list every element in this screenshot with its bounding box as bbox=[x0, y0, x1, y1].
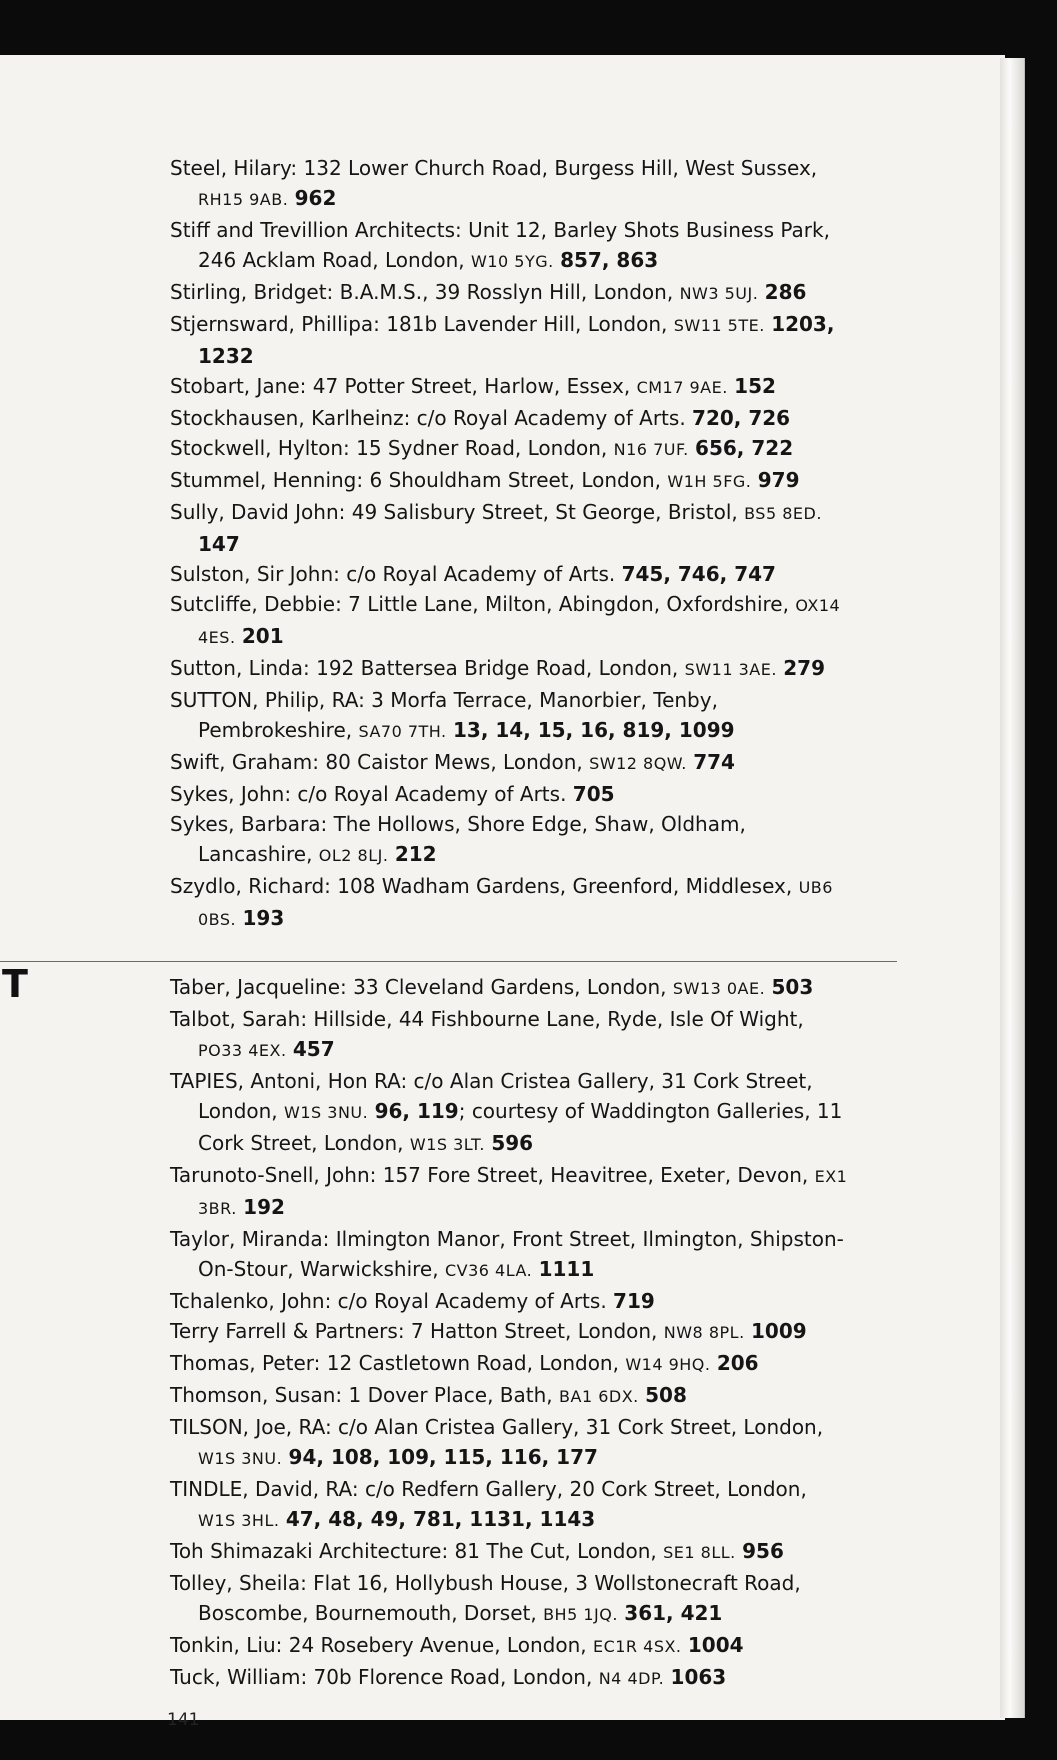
entry-address: Unit 12, Barley Shots Business Park, 246 Acklam Road, London, bbox=[198, 218, 830, 272]
entry-pages: 13, 14, 15, 16, 819, 1099 bbox=[452, 718, 735, 742]
index-entry bbox=[170, 972, 850, 1004]
entry-postcode: N4 4DP. bbox=[598, 1669, 665, 1688]
entry-pages: 508 bbox=[645, 1383, 687, 1407]
entry-postcode: W1S 3NU. bbox=[198, 1449, 283, 1468]
entry-pages: 503 bbox=[771, 975, 814, 999]
entry-postcode: SW13 0AE. bbox=[672, 979, 766, 998]
index-entry bbox=[170, 1286, 850, 1316]
index-entry bbox=[170, 747, 850, 779]
entry-address: 1 Dover Place, Bath, bbox=[342, 1383, 560, 1407]
entry-name: Swift, Graham: bbox=[170, 750, 319, 774]
entry-name: Tarunoto-Snell, John: bbox=[170, 1163, 377, 1187]
entry-address: Hillside, 44 Fishbourne Lane, Ryde, Isle Of Wight, bbox=[307, 1007, 804, 1031]
entry-pages: 96, 119 bbox=[374, 1099, 459, 1123]
entry-pages: 656, 722 bbox=[695, 436, 794, 460]
entry-address: 12 Castletown Road, London, bbox=[320, 1351, 626, 1375]
entry-name: Stjernsward, Phillipa: bbox=[170, 312, 380, 336]
entry-address: 3 Morfa Terrace, Manorbier, Tenby, Pembrokeshire, bbox=[198, 688, 718, 742]
entry-pages: 962 bbox=[294, 186, 337, 210]
entry-address: 6 Shouldham Street, London, bbox=[363, 468, 668, 492]
entry-postcode: NW3 5UJ. bbox=[679, 284, 759, 303]
entry-pages: 745, 746, 747 bbox=[621, 562, 776, 586]
index-entry bbox=[170, 1160, 850, 1224]
entry-pages: 956 bbox=[742, 1539, 784, 1563]
entry-name: Tuck, William: bbox=[170, 1665, 308, 1689]
entry-postcode: SE1 8LL. bbox=[663, 1543, 736, 1562]
entry-name: Szydlo, Richard: bbox=[170, 874, 331, 898]
entry-address: 7 Hatton Street, London, bbox=[404, 1319, 664, 1343]
entry-name: Terry Farrell & Partners: bbox=[170, 1319, 405, 1343]
entry-extra-postcode: W1S 3LT. bbox=[409, 1135, 485, 1154]
entry-postcode: SW11 3AE. bbox=[684, 660, 777, 679]
entry-address: The Hollows, Shore Edge, Shaw, Oldham, Lancashire, bbox=[198, 812, 746, 866]
entry-pages: 212 bbox=[394, 842, 437, 866]
entry-pages: 774 bbox=[693, 750, 735, 774]
entry-postcode: UB6 0BS. bbox=[198, 878, 833, 929]
entry-postcode: BA1 6DX. bbox=[559, 1387, 639, 1406]
index-entry bbox=[170, 1224, 850, 1286]
index-section-t bbox=[170, 972, 850, 1694]
index-entry bbox=[170, 871, 850, 935]
index-entry bbox=[170, 1380, 850, 1412]
entry-address: c/o Royal Academy of Arts. bbox=[339, 562, 616, 586]
index-entry bbox=[170, 779, 850, 809]
entry-name: Stiff and Trevillion Architects: bbox=[170, 218, 462, 242]
entry-name: Stirling, Bridget: bbox=[170, 280, 334, 304]
entry-pages: 361, 421 bbox=[624, 1601, 723, 1625]
entry-postcode: SW11 5TE. bbox=[673, 316, 765, 335]
entry-postcode: SW12 8QW. bbox=[589, 754, 687, 773]
entry-address: 47 Potter Street, Harlow, Essex, bbox=[306, 374, 637, 398]
index-entry bbox=[170, 1066, 850, 1160]
entry-name: TINDLE, David, RA: bbox=[170, 1477, 359, 1501]
entry-postcode: W10 5YG. bbox=[471, 252, 554, 271]
entry-pages: 1111 bbox=[538, 1257, 595, 1281]
entry-postcode: W1S 3NU. bbox=[284, 1103, 369, 1122]
entry-extra-address: ; courtesy of Waddington Galleries, 11 Cork Street, London, bbox=[198, 1099, 843, 1155]
entry-name: Tolley, Sheila: bbox=[170, 1571, 307, 1595]
entry-address: c/o Royal Academy of Arts. bbox=[331, 1289, 607, 1313]
entry-postcode: BH5 1JQ. bbox=[543, 1605, 618, 1624]
index-entry bbox=[170, 465, 850, 497]
entry-name: Taylor, Miranda: bbox=[170, 1227, 330, 1251]
entry-address: 192 Battersea Bridge Road, London, bbox=[309, 656, 685, 680]
page-number: 141 bbox=[167, 1710, 200, 1730]
entry-postcode: W1S 3HL. bbox=[198, 1511, 280, 1530]
entry-postcode: CV36 4LA. bbox=[444, 1261, 533, 1280]
index-entry bbox=[170, 371, 850, 403]
index-entry bbox=[170, 1316, 850, 1348]
entry-extra-pages: 596 bbox=[491, 1131, 534, 1155]
entry-address: c/o Redfern Gallery, 20 Cork Street, London, bbox=[358, 1477, 807, 1501]
entry-postcode: SA70 7TH. bbox=[358, 722, 447, 741]
index-entry bbox=[170, 215, 850, 277]
entry-address: B.A.M.S., 39 Rosslyn Hill, London, bbox=[333, 280, 680, 304]
entry-pages: 457 bbox=[292, 1037, 335, 1061]
entry-name: Stockhausen, Karlheinz: bbox=[170, 406, 411, 430]
entry-name: Sully, David John: bbox=[170, 500, 346, 524]
entry-name: Talbot, Sarah: bbox=[170, 1007, 308, 1031]
entry-address: 49 Salisbury Street, St George, Bristol, bbox=[345, 500, 745, 524]
entry-address: 80 Caistor Mews, London, bbox=[318, 750, 590, 774]
entry-pages: 152 bbox=[734, 374, 776, 398]
entry-pages: 279 bbox=[783, 656, 826, 680]
entry-pages: 201 bbox=[241, 624, 284, 648]
entry-name: TAPIES, Antoni, Hon RA: bbox=[170, 1069, 408, 1093]
book-page bbox=[0, 55, 1005, 1730]
entry-address: 81 The Cut, London, bbox=[448, 1539, 664, 1563]
entry-pages: 1063 bbox=[670, 1665, 727, 1689]
entry-address: c/o Alan Cristea Gallery, 31 Cork Street, London, bbox=[331, 1415, 824, 1439]
index-entry bbox=[170, 559, 850, 589]
section-letter-t: T bbox=[2, 962, 28, 1006]
entry-name: Steel, Hilary: bbox=[170, 156, 298, 180]
entry-address: c/o Alan Cristea Gallery, 31 Cork Street, London, bbox=[198, 1069, 813, 1123]
entry-postcode: EC1R 4SX. bbox=[592, 1637, 682, 1656]
index-entry bbox=[170, 809, 850, 871]
index-entry bbox=[170, 1348, 850, 1380]
entry-name: Tonkin, Liu: bbox=[170, 1633, 283, 1657]
index-entry bbox=[170, 1474, 850, 1536]
entry-address: c/o Royal Academy of Arts. bbox=[291, 782, 567, 806]
entry-name: Sulston, Sir John: bbox=[170, 562, 340, 586]
index-entry bbox=[170, 403, 850, 433]
entry-postcode: PO33 4EX. bbox=[198, 1041, 287, 1060]
index-entry bbox=[170, 1412, 850, 1474]
section-divider bbox=[0, 961, 897, 962]
index-entry bbox=[170, 1568, 850, 1630]
entry-postcode: OX14 4ES. bbox=[198, 596, 841, 647]
entry-name: Thomas, Peter: bbox=[170, 1351, 321, 1375]
entry-pages: 857, 863 bbox=[560, 248, 659, 272]
index-entry bbox=[170, 153, 850, 215]
entry-name: TILSON, Joe, RA: bbox=[170, 1415, 332, 1439]
entry-postcode: OL2 8LJ. bbox=[318, 846, 389, 865]
index-entry bbox=[170, 1630, 850, 1662]
index-entry bbox=[170, 1004, 850, 1066]
entry-address: 15 Sydner Road, London, bbox=[349, 436, 614, 460]
entry-pages: 206 bbox=[716, 1351, 759, 1375]
entry-pages: 147 bbox=[198, 532, 240, 556]
index-entry bbox=[170, 1536, 850, 1568]
entry-name: Thomson, Susan: bbox=[170, 1383, 343, 1407]
entry-name: Taber, Jacqueline: bbox=[170, 975, 347, 999]
index-entry bbox=[170, 589, 850, 653]
entry-address: 108 Wadham Gardens, Greenford, Middlesex, bbox=[330, 874, 799, 898]
entry-pages: 193 bbox=[242, 906, 285, 930]
entry-pages: 47, 48, 49, 781, 1131, 1143 bbox=[285, 1507, 596, 1531]
entry-name: Sykes, Barbara: bbox=[170, 812, 328, 836]
entry-postcode: BS5 8ED. bbox=[744, 504, 822, 523]
page-edge bbox=[1000, 58, 1025, 1718]
entry-pages: 1009 bbox=[751, 1319, 807, 1343]
entry-address: Flat 16, Hollybush House, 3 Wollstonecraft Road, Boscombe, Bournemouth, Dorset, bbox=[198, 1571, 801, 1625]
entry-pages: 286 bbox=[764, 280, 807, 304]
entry-pages: 979 bbox=[757, 468, 800, 492]
entry-pages: 192 bbox=[243, 1195, 285, 1219]
entry-name: Sutton, Linda: bbox=[170, 656, 310, 680]
entry-pages: 1004 bbox=[687, 1633, 744, 1657]
index-entry bbox=[170, 497, 850, 559]
entry-pages: 719 bbox=[613, 1289, 655, 1313]
entry-name: Toh Shimazaki Architecture: bbox=[170, 1539, 449, 1563]
entry-postcode: W1H 5FG. bbox=[667, 472, 752, 491]
entry-name: Tchalenko, John: bbox=[170, 1289, 332, 1313]
index-entry bbox=[170, 1662, 850, 1694]
entry-address: 7 Little Lane, Milton, Abingdon, Oxfordshire, bbox=[341, 592, 796, 616]
entry-pages: 720, 726 bbox=[692, 406, 791, 430]
index-entry bbox=[170, 433, 850, 465]
entry-pages: 1203, 1232 bbox=[198, 312, 835, 368]
entry-name: Stockwell, Hylton: bbox=[170, 436, 350, 460]
entry-address: 132 Lower Church Road, Burgess Hill, West Sussex, bbox=[297, 156, 818, 180]
entry-name: Stummel, Henning: bbox=[170, 468, 364, 492]
entry-address: 24 Rosebery Avenue, London, bbox=[282, 1633, 593, 1657]
entry-postcode: EX1 3BR. bbox=[198, 1167, 848, 1218]
entry-name: Stobart, Jane: bbox=[170, 374, 307, 398]
index-entry bbox=[170, 277, 850, 309]
entry-postcode: RH15 9AB. bbox=[198, 190, 289, 209]
entry-postcode: NW8 8PL. bbox=[663, 1323, 745, 1342]
index-entry bbox=[170, 685, 850, 747]
entry-name: Sykes, John: bbox=[170, 782, 292, 806]
entry-address: 33 Cleveland Gardens, London, bbox=[346, 975, 673, 999]
entry-postcode: CM17 9AE. bbox=[636, 378, 728, 397]
index-entry bbox=[170, 653, 850, 685]
entry-postcode: N16 7UF. bbox=[613, 440, 689, 459]
entry-address: 157 Fore Street, Heavitree, Exeter, Devon, bbox=[376, 1163, 815, 1187]
entry-address: 70b Florence Road, London, bbox=[307, 1665, 599, 1689]
entry-address: c/o Royal Academy of Arts. bbox=[410, 406, 686, 430]
entry-name: SUTTON, Philip, RA: bbox=[170, 688, 365, 712]
index-section-s bbox=[170, 153, 850, 935]
index-entry bbox=[170, 309, 850, 371]
entry-name: Sutcliffe, Debbie: bbox=[170, 592, 342, 616]
entry-pages: 94, 108, 109, 115, 116, 177 bbox=[288, 1445, 598, 1469]
entry-address: Ilmington Manor, Front Street, Ilmington, Shipston-On-Stour, Warwickshire, bbox=[198, 1227, 844, 1281]
entry-address: 181b Lavender Hill, London, bbox=[379, 312, 674, 336]
entry-pages: 705 bbox=[572, 782, 615, 806]
entry-postcode: W14 9HQ. bbox=[625, 1355, 711, 1374]
